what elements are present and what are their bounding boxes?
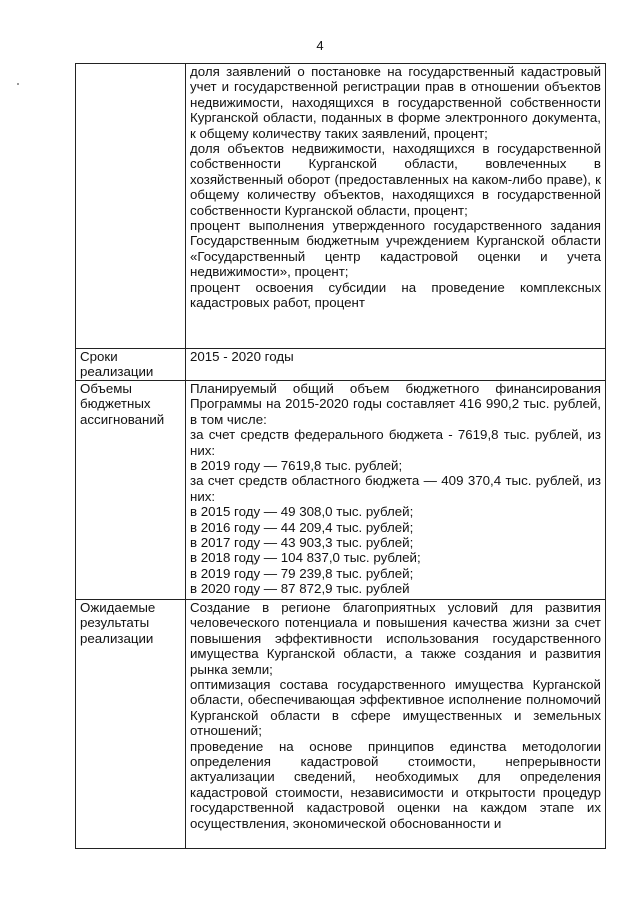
paragraph: в 2017 году — 43 903,3 тыс. рублей; xyxy=(190,535,414,551)
row-value xyxy=(186,600,606,849)
paragraph: в 2019 году — 7619,8 тыс. рублей; xyxy=(190,458,403,474)
paragraph: доля заявлений о постановке на государственный кадастровый учет и государственной регистрации прав в отношении объектов недвижимости, находящихся в государственной собственности Курганской области, поданных в форме электронного документа, к общему количеству таких заявлений, процент; xyxy=(190,64,601,141)
paragraph: в 2020 году — 87 872,9 тыс. рублей xyxy=(190,581,410,597)
passport-table xyxy=(75,63,606,849)
row-value xyxy=(186,64,606,349)
row-label: Ожидаемые результаты реализации xyxy=(76,600,186,849)
paragraph: в 2016 году — 44 209,4 тыс. рублей; xyxy=(190,519,414,535)
paragraph: Создание в регионе благоприятных условий для развития человеческого потенциала и повышения качества жизни за счет повышения эффективности использования государственного имущества Курганской области, а также создания и развития рынка земли; xyxy=(190,600,601,677)
table-row-results xyxy=(76,600,606,849)
paragraph: в 2018 году — 104 837,0 тыс. рублей; xyxy=(190,550,421,566)
table-row-terms xyxy=(76,349,606,381)
scan-speck xyxy=(17,83,19,85)
row-label xyxy=(76,64,186,349)
row-value xyxy=(186,349,606,381)
paragraph: проведение на основе принципов единства методологии определения кадастровой стоимости, непрерывности актуализации сведений, необходимых для определения кадастровой стоимости, независимости и открытости процедур государственной кадастровой оценки на каждом этапе их осуществления, экономической обоснованности и xyxy=(190,738,601,831)
page-number: 4 xyxy=(316,38,324,53)
row-value xyxy=(186,381,606,600)
paragraph: оптимизация состава государственного имущества Курганской области, обеспечивающая эффективное исполнение полномочий Курганской области в сфере имущественных и земельных отношений; xyxy=(190,677,601,739)
paragraph: в 2015 году — 49 308,0 тыс. рублей; xyxy=(190,504,414,520)
table-row-indicators xyxy=(76,64,606,349)
row-label: Объемы бюджетных ассигнований xyxy=(76,381,186,600)
paragraph: 2015 - 2020 годы xyxy=(190,349,294,364)
paragraph: процент освоения субсидии на проведение комплексных кадастровых работ, процент xyxy=(190,279,601,311)
row-label: Сроки реализации xyxy=(76,349,186,381)
table-row-budget xyxy=(76,381,606,600)
paragraph: в 2019 году — 79 239,8 тыс. рублей; xyxy=(190,565,414,581)
paragraph: процент выполнения утвержденного государственного задания Государственным бюджетным учреждением Курганской области «Государственный центр кадастровой оценки и учета недвижимости», процент; xyxy=(190,218,601,280)
paragraph: за счет средств областного бюджета — 409 370,4 тыс. рублей, из них: xyxy=(190,473,601,504)
paragraph: доля объектов недвижимости, находящихся в государственной собственности Курганской области, вовлеченных в хозяйственный оборот (предоставленных на каком-либо праве), к общему количеству объектов, находящихся в государственной собственности Курганской области, процент; xyxy=(190,141,601,218)
paragraph: за счет средств федерального бюджета - 7619,8 тыс. рублей, из них: xyxy=(190,427,601,458)
paragraph: Планируемый общий объем бюджетного финансирования Программы на 2015-2020 годы составляет 416 990,2 тыс. рублей, в том числе: xyxy=(190,381,601,427)
